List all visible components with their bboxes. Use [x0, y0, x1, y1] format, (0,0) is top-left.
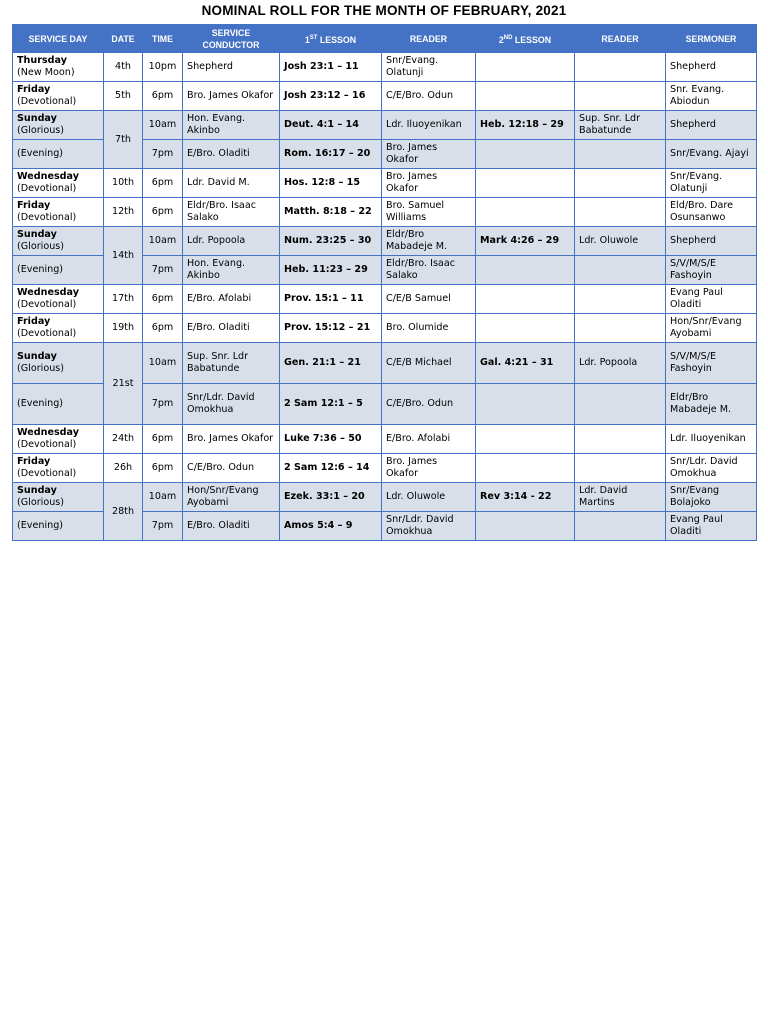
reader-1-cell: C/E/Bro. Odun	[382, 82, 476, 111]
date-cell: 14th	[104, 227, 143, 285]
service-day-cell: Sunday (Glorious)	[13, 111, 104, 140]
reader-2-cell	[575, 256, 666, 285]
lesson-2-cell: Heb. 12:18 – 29	[476, 111, 575, 140]
service-day-cell: Wednesday (Devotional)	[13, 285, 104, 314]
date-cell: 17th	[104, 285, 143, 314]
lesson-2-cell: Gal. 4:21 – 31	[476, 343, 575, 384]
lesson-2-cell: Rev 3:14 - 22	[476, 483, 575, 512]
sermoner-cell: Eldr/Bro Mabadeje M.	[666, 384, 757, 425]
reader-1-cell: C/E/B Samuel	[382, 285, 476, 314]
reader-2-cell	[575, 314, 666, 343]
lesson-1-cell: Prov. 15:12 – 21	[280, 314, 382, 343]
lesson-1-cell: 2 Sam 12:1 – 5	[280, 384, 382, 425]
reader-2-cell	[575, 169, 666, 198]
date-cell: 12th	[104, 198, 143, 227]
reader-2-cell: Ldr. Oluwole	[575, 227, 666, 256]
time-cell: 7pm	[143, 256, 183, 285]
header-conductor: SERVICE CONDUCTOR	[183, 25, 280, 53]
conductor-cell: Snr/Ldr. David Omokhua	[183, 384, 280, 425]
reader-2-cell: Ldr. Popoola	[575, 343, 666, 384]
lesson-2-cell	[476, 198, 575, 227]
header-lesson-2: 2ND LESSON	[476, 25, 575, 53]
service-day-cell: Wednesday (Devotional)	[13, 169, 104, 198]
sermoner-cell: Snr. Evang. Abiodun	[666, 82, 757, 111]
lesson-2-cell	[476, 454, 575, 483]
sermoner-cell: Shepherd	[666, 111, 757, 140]
header-reader-2: READER	[575, 25, 666, 53]
page-title: NOMINAL ROLL FOR THE MONTH OF FEBRUARY, 2021	[201, 3, 567, 18]
date-cell: 19th	[104, 314, 143, 343]
date-cell: 7th	[104, 111, 143, 169]
sermoner-cell: Snr/Ldr. David Omokhua	[666, 454, 757, 483]
header-time: TIME	[143, 25, 183, 53]
time-cell: 6pm	[143, 314, 183, 343]
lesson-1-cell: Josh 23:1 – 11	[280, 53, 382, 82]
lesson-1-cell: Deut. 4:1 – 14	[280, 111, 382, 140]
lesson-2-cell	[476, 82, 575, 111]
lesson-1-cell: Num. 23:25 – 30	[280, 227, 382, 256]
service-day-cell: Friday (Devotional)	[13, 198, 104, 227]
lesson-2-cell	[476, 512, 575, 541]
reader-1-cell: Eldr/Bro. Isaac Salako	[382, 256, 476, 285]
service-day-cell: Thursday (New Moon)	[13, 53, 104, 82]
reader-1-cell: Bro. James Okafor	[382, 454, 476, 483]
conductor-cell: E/Bro. Oladiti	[183, 512, 280, 541]
conductor-cell: Sup. Snr. Ldr Babatunde	[183, 343, 280, 384]
reader-1-cell: Ldr. Iluoyenikan	[382, 111, 476, 140]
conductor-cell: Ldr. David M.	[183, 169, 280, 198]
conductor-cell: Ldr. Popoola	[183, 227, 280, 256]
table-row	[13, 483, 757, 512]
date-cell: 4th	[104, 53, 143, 82]
conductor-cell: Shepherd	[183, 53, 280, 82]
reader-1-cell: Bro. Samuel Williams	[382, 198, 476, 227]
lesson-1-cell: Prov. 15:1 – 11	[280, 285, 382, 314]
sermoner-cell: Ldr. Iluoyenikan	[666, 425, 757, 454]
reader-1-cell: C/E/Bro. Odun	[382, 384, 476, 425]
header-row	[13, 25, 757, 53]
header-lesson-1: 1ST LESSON	[280, 25, 382, 53]
lesson-2-cell	[476, 140, 575, 169]
lesson-1-cell: 2 Sam 12:6 – 14	[280, 454, 382, 483]
date-cell: 21st	[104, 343, 143, 425]
conductor-cell: Bro. James Okafor	[183, 425, 280, 454]
reader-2-cell	[575, 425, 666, 454]
date-cell: 10th	[104, 169, 143, 198]
date-cell: 5th	[104, 82, 143, 111]
table-row	[13, 425, 757, 454]
conductor-cell: Eldr/Bro. Isaac Salako	[183, 198, 280, 227]
time-cell: 10am	[143, 227, 183, 256]
lesson-2-cell	[476, 53, 575, 82]
conductor-cell: Bro. James Okafor	[183, 82, 280, 111]
conductor-cell: Hon. Evang. Akinbo	[183, 256, 280, 285]
sermoner-cell: Shepherd	[666, 53, 757, 82]
lesson-1-cell: Ezek. 33:1 – 20	[280, 483, 382, 512]
lesson-2-cell	[476, 285, 575, 314]
reader-1-cell: E/Bro. Afolabi	[382, 425, 476, 454]
sermoner-cell: Eld/Bro. Dare Osunsanwo	[666, 198, 757, 227]
date-cell: 28th	[104, 483, 143, 541]
lesson-1-cell: Hos. 12:8 – 15	[280, 169, 382, 198]
lesson-2-cell	[476, 314, 575, 343]
time-cell: 10am	[143, 343, 183, 384]
reader-2-cell	[575, 82, 666, 111]
lesson-1-cell: Matth. 8:18 – 22	[280, 198, 382, 227]
date-cell: 26h	[104, 454, 143, 483]
lesson-2-cell	[476, 384, 575, 425]
table-row	[13, 198, 757, 227]
service-day-cell: Wednesday (Devotional)	[13, 425, 104, 454]
service-day-cell: Sunday (Glorious)	[13, 343, 104, 384]
table-row	[13, 82, 757, 111]
reader-2-cell	[575, 454, 666, 483]
lesson-2-cell	[476, 256, 575, 285]
conductor-cell: Hon/Snr/Evang Ayobami	[183, 483, 280, 512]
time-cell: 6pm	[143, 425, 183, 454]
time-cell: 7pm	[143, 384, 183, 425]
time-cell: 6pm	[143, 285, 183, 314]
service-day-cell: (Evening)	[13, 256, 104, 285]
table-row	[13, 111, 757, 140]
conductor-cell: C/E/Bro. Odun	[183, 454, 280, 483]
table-row	[13, 454, 757, 483]
time-cell: 6pm	[143, 198, 183, 227]
reader-1-cell: Bro. James Okafor	[382, 169, 476, 198]
lesson-1-cell: Gen. 21:1 – 21	[280, 343, 382, 384]
conductor-cell: E/Bro. Oladiti	[183, 314, 280, 343]
service-day-cell: Friday (Devotional)	[13, 454, 104, 483]
lesson-1-cell: Rom. 16:17 – 20	[280, 140, 382, 169]
sermoner-cell: Shepherd	[666, 227, 757, 256]
reader-2-cell	[575, 140, 666, 169]
table-row	[13, 227, 757, 256]
service-day-cell: Friday (Devotional)	[13, 314, 104, 343]
table-row	[13, 314, 757, 343]
sermoner-cell: Evang Paul Oladiti	[666, 512, 757, 541]
sermoner-cell: S/V/M/S/E Fashoyin	[666, 343, 757, 384]
lesson-1-cell: Josh 23:12 – 16	[280, 82, 382, 111]
service-day-cell: (Evening)	[13, 140, 104, 169]
reader-2-cell	[575, 512, 666, 541]
sermoner-cell: Evang Paul Oladiti	[666, 285, 757, 314]
reader-1-cell: Bro. James Okafor	[382, 140, 476, 169]
sermoner-cell: Snr/Evang. Olatunji	[666, 169, 757, 198]
reader-2-cell: Sup. Snr. Ldr Babatunde	[575, 111, 666, 140]
time-cell: 10am	[143, 111, 183, 140]
header-sermoner: SERMONER	[666, 25, 757, 53]
reader-2-cell	[575, 384, 666, 425]
conductor-cell: E/Bro. Oladiti	[183, 140, 280, 169]
reader-1-cell: C/E/B Michael	[382, 343, 476, 384]
sermoner-cell: Snr/Evang Bolajoko	[666, 483, 757, 512]
table-row	[13, 343, 757, 384]
reader-2-cell	[575, 53, 666, 82]
service-day-cell: Sunday (Glorious)	[13, 227, 104, 256]
reader-2-cell	[575, 198, 666, 227]
header-date: DATE	[104, 25, 143, 53]
lesson-2-cell	[476, 169, 575, 198]
lesson-1-cell: Heb. 11:23 – 29	[280, 256, 382, 285]
time-cell: 7pm	[143, 512, 183, 541]
nominal-roll-table	[12, 24, 757, 541]
time-cell: 10pm	[143, 53, 183, 82]
service-day-cell: (Evening)	[13, 512, 104, 541]
service-day-cell: (Evening)	[13, 384, 104, 425]
table-row	[13, 53, 757, 82]
header-reader-1: READER	[382, 25, 476, 53]
date-cell: 24th	[104, 425, 143, 454]
reader-1-cell: Ldr. Oluwole	[382, 483, 476, 512]
sermoner-cell: S/V/M/S/E Fashoyin	[666, 256, 757, 285]
time-cell: 7pm	[143, 140, 183, 169]
time-cell: 6pm	[143, 454, 183, 483]
reader-2-cell	[575, 285, 666, 314]
lesson-2-cell	[476, 425, 575, 454]
table-row	[13, 285, 757, 314]
lesson-1-cell: Luke 7:36 – 50	[280, 425, 382, 454]
reader-1-cell: Snr/Ldr. David Omokhua	[382, 512, 476, 541]
time-cell: 6pm	[143, 169, 183, 198]
service-day-cell: Sunday (Glorious)	[13, 483, 104, 512]
table-row	[13, 169, 757, 198]
conductor-cell: Hon. Evang. Akinbo	[183, 111, 280, 140]
lesson-1-cell: Amos 5:4 – 9	[280, 512, 382, 541]
reader-1-cell: Snr/Evang. Olatunji	[382, 53, 476, 82]
header-service-day: SERVICE DAY	[13, 25, 104, 53]
reader-2-cell: Ldr. David Martins	[575, 483, 666, 512]
service-day-cell: Friday (Devotional)	[13, 82, 104, 111]
time-cell: 10am	[143, 483, 183, 512]
lesson-2-cell: Mark 4:26 – 29	[476, 227, 575, 256]
sermoner-cell: Hon/Snr/Evang Ayobami	[666, 314, 757, 343]
reader-1-cell: Bro. Olumide	[382, 314, 476, 343]
time-cell: 6pm	[143, 82, 183, 111]
conductor-cell: E/Bro. Afolabi	[183, 285, 280, 314]
reader-1-cell: Eldr/Bro Mabadeje M.	[382, 227, 476, 256]
sermoner-cell: Snr/Evang. Ajayi	[666, 140, 757, 169]
